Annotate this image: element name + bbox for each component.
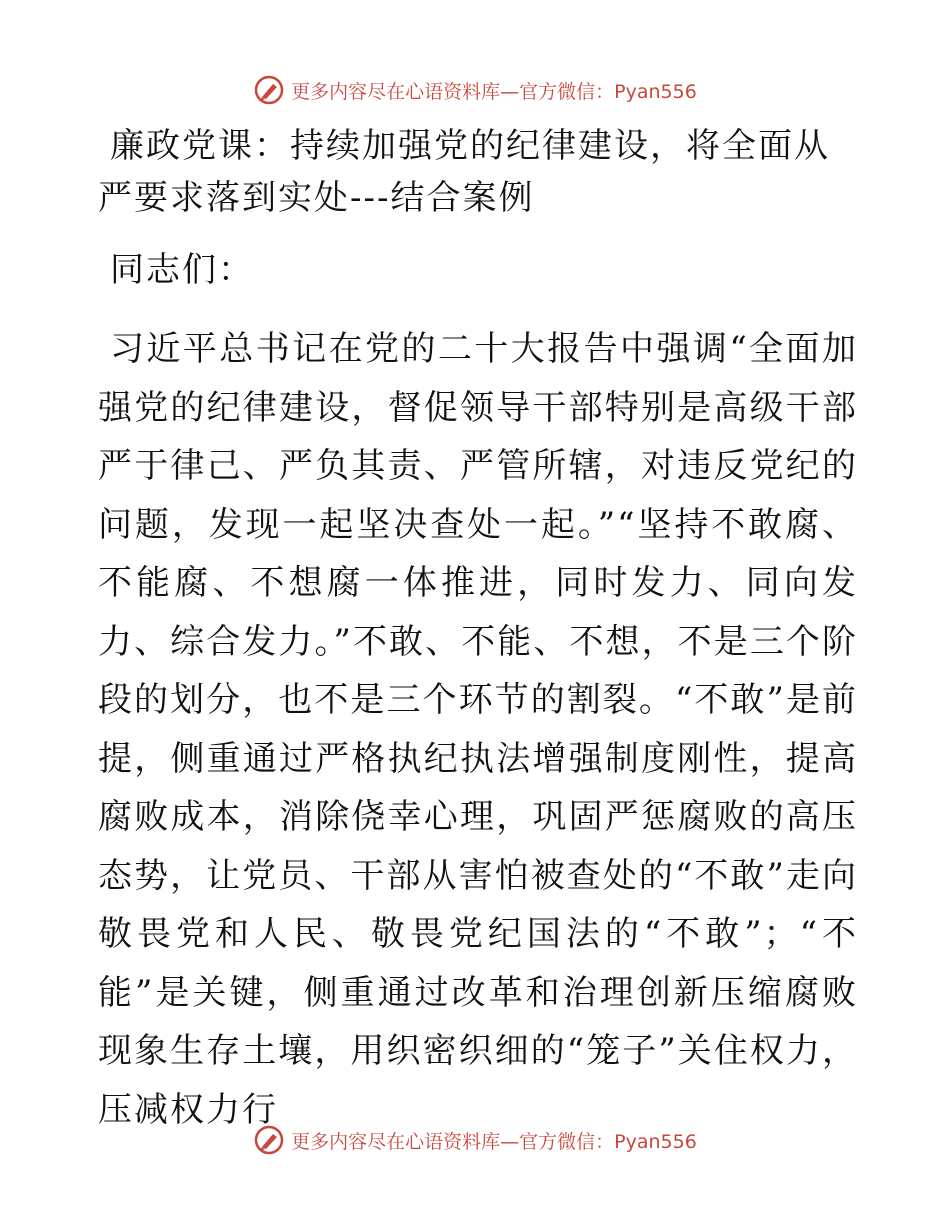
pen-circle-icon — [253, 1124, 285, 1156]
footer-watermark-inner — [253, 1124, 697, 1156]
document-body — [98, 120, 858, 1139]
body-paragraph: 习近平总书记在党的二十大报告中强调“全面加强党的纪律建设，督促领导干部特别是高级干部严于律己、严负其责、严管所辖，对违反党纪的问题，发现一起坚决查处一起。”“坚持不敢腐、不能腐、不想腐一体推进，同时发力、同向发力、综合发力。”不敢、不能、不想，不是三个阶段的划分，也不是三个环节的割裂。“不敢”是前提，侧重通过严格执纪执法增强制度刚性，提高腐败成本，消除侥幸心理，巩固严惩腐败的高压态势，让党员、干部从害怕被查处的“不敢”走向敬畏党和人民、敬畏党纪国法的“不敢”；“不能”是关键，侧重通过改革和治理创新压缩腐败现象生存土壤，用织密织细的“笼子”关住权力，压减权力行 — [98, 329, 858, 1130]
header-watermark — [0, 70, 950, 110]
watermark-text: 更多内容尽在心语资料库—官方微信：Pyan556 — [291, 1130, 697, 1153]
header-watermark-inner — [253, 74, 697, 106]
document-title: 廉政党课：持续加强党的纪律建设，将全面从严要求落到实处---结合案例 — [98, 126, 830, 218]
greeting-line: 同志们： — [110, 250, 254, 290]
watermark-text: 更多内容尽在心语资料库—官方微信：Pyan556 — [291, 80, 697, 103]
pen-circle-icon — [253, 74, 285, 106]
footer-watermark — [0, 1120, 950, 1160]
